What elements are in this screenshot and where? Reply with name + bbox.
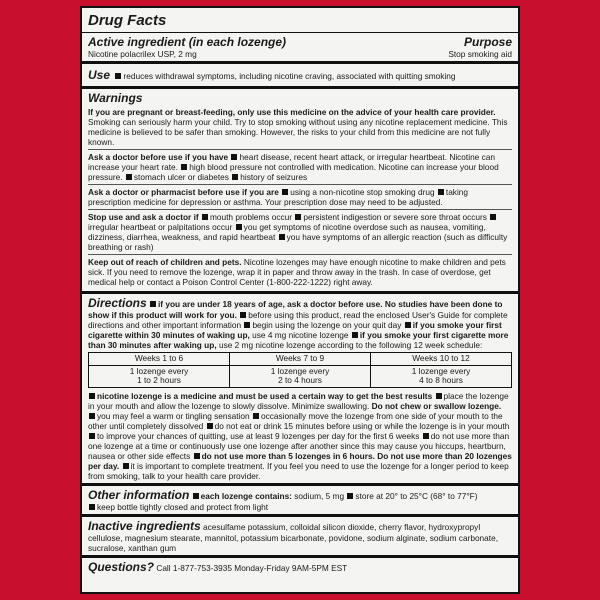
bullet-icon xyxy=(89,433,95,439)
schedule-header: Weeks 1 to 6 xyxy=(89,353,230,366)
bullet-icon xyxy=(89,504,95,510)
max-dose-bold: do not use more than 5 lozenges in 6 hours. Do not use more than 20 lozenges per day. xyxy=(88,450,512,471)
bullet-icon xyxy=(352,332,358,338)
schedule-line: 1 lozenge every xyxy=(270,365,330,376)
ask-doctor-item: stomach ulcer or diabetes xyxy=(133,172,229,182)
schedule-cell xyxy=(230,365,371,387)
schedule-cell xyxy=(89,365,230,387)
bullet-icon xyxy=(244,322,250,328)
bullet-icon xyxy=(423,433,429,439)
eat-text: do not eat or drink 15 minutes before using or while the lozenge is in your mouth xyxy=(214,420,510,431)
keep-closed-text: keep bottle tightly closed and protect from light xyxy=(97,501,269,512)
schedule-line: 1 lozenge every xyxy=(129,365,189,376)
bullet-icon xyxy=(231,154,237,160)
schedule-line: 1 lozenge every xyxy=(411,365,471,376)
dosing-schedule-table xyxy=(88,352,512,388)
drug-facts-panel xyxy=(80,6,520,594)
within-30-text: use 4 mg nicotine lozenge xyxy=(252,330,349,340)
schedule-line: 2 to 4 hours xyxy=(278,375,322,385)
questions-heading: Questions? xyxy=(88,559,155,574)
title-section xyxy=(82,8,518,33)
ask-pharmacist-bold: Ask a doctor or pharmacist before use if you are xyxy=(88,187,279,197)
purpose-value: Stop smoking aid xyxy=(448,49,512,59)
bullet-icon xyxy=(295,214,301,220)
bullet-icon xyxy=(181,164,187,170)
ask-doctor-bold: Ask a doctor before use if you have xyxy=(88,152,229,162)
ask-doctor-warning xyxy=(88,150,512,185)
stop-use-warning xyxy=(88,210,512,255)
table-row xyxy=(89,365,512,387)
bullet-icon xyxy=(438,189,444,195)
table-row xyxy=(89,353,512,366)
page-title: Drug Facts xyxy=(88,12,167,29)
ask-doctor-item: heart disease, recent heart attack, or irregular heartbeat. Nicotine can increase your heart rate. xyxy=(88,152,495,172)
pregnancy-warning xyxy=(88,105,512,150)
schedule-header: Weeks 10 to 12 xyxy=(371,353,512,366)
schedule-line: 4 to 8 hours xyxy=(419,375,463,385)
directions-heading: Directions xyxy=(88,296,147,310)
bullet-icon xyxy=(123,463,129,469)
place-text: place the lozenge in your mouth and allow the lozenge to slowly dissolve. Minimize swallowing. xyxy=(88,390,509,411)
bullet-icon xyxy=(253,413,259,419)
purpose-heading: Purpose xyxy=(463,35,512,49)
complete-treatment-text: it is important to complete treatment. If you feel you need to use the lozenge for a longer period to keep from smoking, talk to your health care provider. xyxy=(88,460,509,481)
ask-pharmacist-warning xyxy=(88,185,512,210)
other-info-heading: Other information xyxy=(88,487,190,502)
bullet-icon xyxy=(232,174,238,180)
stop-use-bold: Stop use and ask a doctor if xyxy=(88,212,199,222)
bullet-icon xyxy=(202,214,208,220)
keep-out-bold: Keep out of reach of children and pets. xyxy=(88,257,242,267)
inactive-ingredients-section xyxy=(82,517,518,558)
bullet-icon xyxy=(115,73,121,79)
move-text: occasionally move the lozenge from one side of your mouth to the other until completely dissolved xyxy=(88,410,503,431)
bullet-icon xyxy=(193,493,199,499)
pregnancy-text: Smoking can seriously harm your child. Try to stop smoking without using any nicotine replacement medicine. This medicine is believed to be safer than smoking. However, the risks to your child from this medicine are not fully known. xyxy=(88,117,508,147)
directions-section xyxy=(82,294,518,486)
use-section xyxy=(82,64,518,89)
keep-out-warning xyxy=(88,255,512,289)
warnings-heading: Warnings xyxy=(88,91,143,105)
bullet-icon xyxy=(89,413,95,419)
bullet-icon xyxy=(405,322,411,328)
bullet-icon xyxy=(194,453,200,459)
stop-use-item: you have symptoms of an allergic reaction (such as difficulty breathing or rash) xyxy=(88,232,508,252)
stop-use-item: persistent indigestion or severe sore throat occurs xyxy=(303,212,487,222)
ask-pharmacist-item: taking prescription medicine for depression or asthma. Your prescription dose may need to be adjusted. xyxy=(88,187,469,207)
contains-bold: each lozenge contains: xyxy=(200,490,292,501)
one-at-a-time-text: do not use more than one lozenge at a time or continuously use one lozenge after another since this may cause you hiccups, heartburn, nausea or other side effects xyxy=(88,430,510,461)
bullet-icon xyxy=(207,423,213,429)
other-info-section xyxy=(82,486,518,517)
active-ingredient-heading: Active ingredient (in each lozenge) xyxy=(88,35,287,49)
use-text: reduces withdrawal symptoms, including nicotine craving, associated with quitting smoking xyxy=(123,71,456,81)
use-heading: Use xyxy=(88,68,111,82)
bullet-icon xyxy=(240,312,246,318)
bullet-icon xyxy=(236,224,242,230)
stop-use-item: mouth problems occur xyxy=(209,212,293,222)
bullet-icon xyxy=(89,393,95,399)
bullet-icon xyxy=(490,214,496,220)
schedule-cell xyxy=(371,365,512,387)
questions-phone-text: Call 1-877-753-3935 Monday-Friday 9AM-5PM EST xyxy=(156,562,348,573)
active-ingredient-value: Nicotine polacrilex USP, 2 mg xyxy=(88,49,197,59)
no-chew-bold: Do not chew or swallow lozenge. xyxy=(371,400,502,411)
inactive-ingredients-text: acesulfame potassium, colloidal silicon dioxide, cherry flavor, hydroxypropyl cellulose, magnesium stearate, mannitol, potassium bicarbonate, povidone, sodium alginate, sodium carbonate, sucralose, xanthan gum xyxy=(88,521,499,553)
under-18-bold: if you are under 18 years of age, ask a doctor before use. No studies have been done to show if this product will work for you. xyxy=(88,299,503,320)
active-ingredient-section xyxy=(82,33,518,64)
bullet-icon xyxy=(126,174,132,180)
pregnancy-bold: If you are pregnant or breast-feeding, only use this medicine on the advice of your health care provider. xyxy=(88,107,496,117)
ask-doctor-item: high blood pressure not controlled with medication. Nicotine can increase your blood pressure. xyxy=(88,162,499,182)
schedule-line: 1 to 2 hours xyxy=(137,375,181,385)
inactive-ingredients-heading: Inactive ingredients xyxy=(88,518,201,533)
before-using-text: before using this product, read the enclosed User's Guide for complete directions and other important information xyxy=(88,310,508,330)
bullet-icon xyxy=(150,301,156,307)
stop-use-item: you get symptoms of nicotine overdose such as nausea, vomiting, dizziness, diarrhea, weakness, and rapid heartbeat xyxy=(88,222,486,242)
within-30-bold: if you smoke your first cigarette within 30 minutes of waking up, xyxy=(88,320,502,340)
medicine-bold: nicotine lozenge is a medicine and must be used a certain way to get the best results xyxy=(97,390,433,401)
begin-using-text: begin using the lozenge on your quit day xyxy=(252,320,402,330)
bullet-icon xyxy=(282,189,288,195)
bullet-icon xyxy=(279,234,285,240)
improve-text: to improve your chances of quitting, use at least 9 lozenges per day for the first 6 weeks xyxy=(97,430,420,441)
feel-text: you may feel a warm or tingling sensation xyxy=(97,410,250,421)
storage-text: store at 20° to 25°C (68° to 77°F) xyxy=(355,490,478,501)
more-30-bold: if you smoke your first cigarette more than 30 minutes after waking up, xyxy=(88,330,509,350)
ask-doctor-item: history of seizures xyxy=(240,172,308,182)
schedule-header: Weeks 7 to 9 xyxy=(230,353,371,366)
bullet-icon xyxy=(347,493,353,499)
contains-text: sodium, 5 mg xyxy=(294,490,345,501)
questions-section xyxy=(82,558,518,576)
stop-use-item: irregular heartbeat or palpitations occur xyxy=(88,222,233,232)
warnings-section xyxy=(82,89,518,294)
bullet-icon xyxy=(436,393,442,399)
ask-pharmacist-item: using a non-nicotine stop smoking drug xyxy=(290,187,435,197)
more-30-text: use 2 mg nicotine lozenge according to the following 12 week schedule: xyxy=(218,340,483,350)
keep-out-text: Nicotine lozenges may have enough nicotine to make children and pets sick. If you need to remove the lozenge, wrap it in paper and throw away in the trash. In case of overdose, get medical help or contact a Poison Control Center (1-800-222-1222) right away. xyxy=(88,257,506,287)
